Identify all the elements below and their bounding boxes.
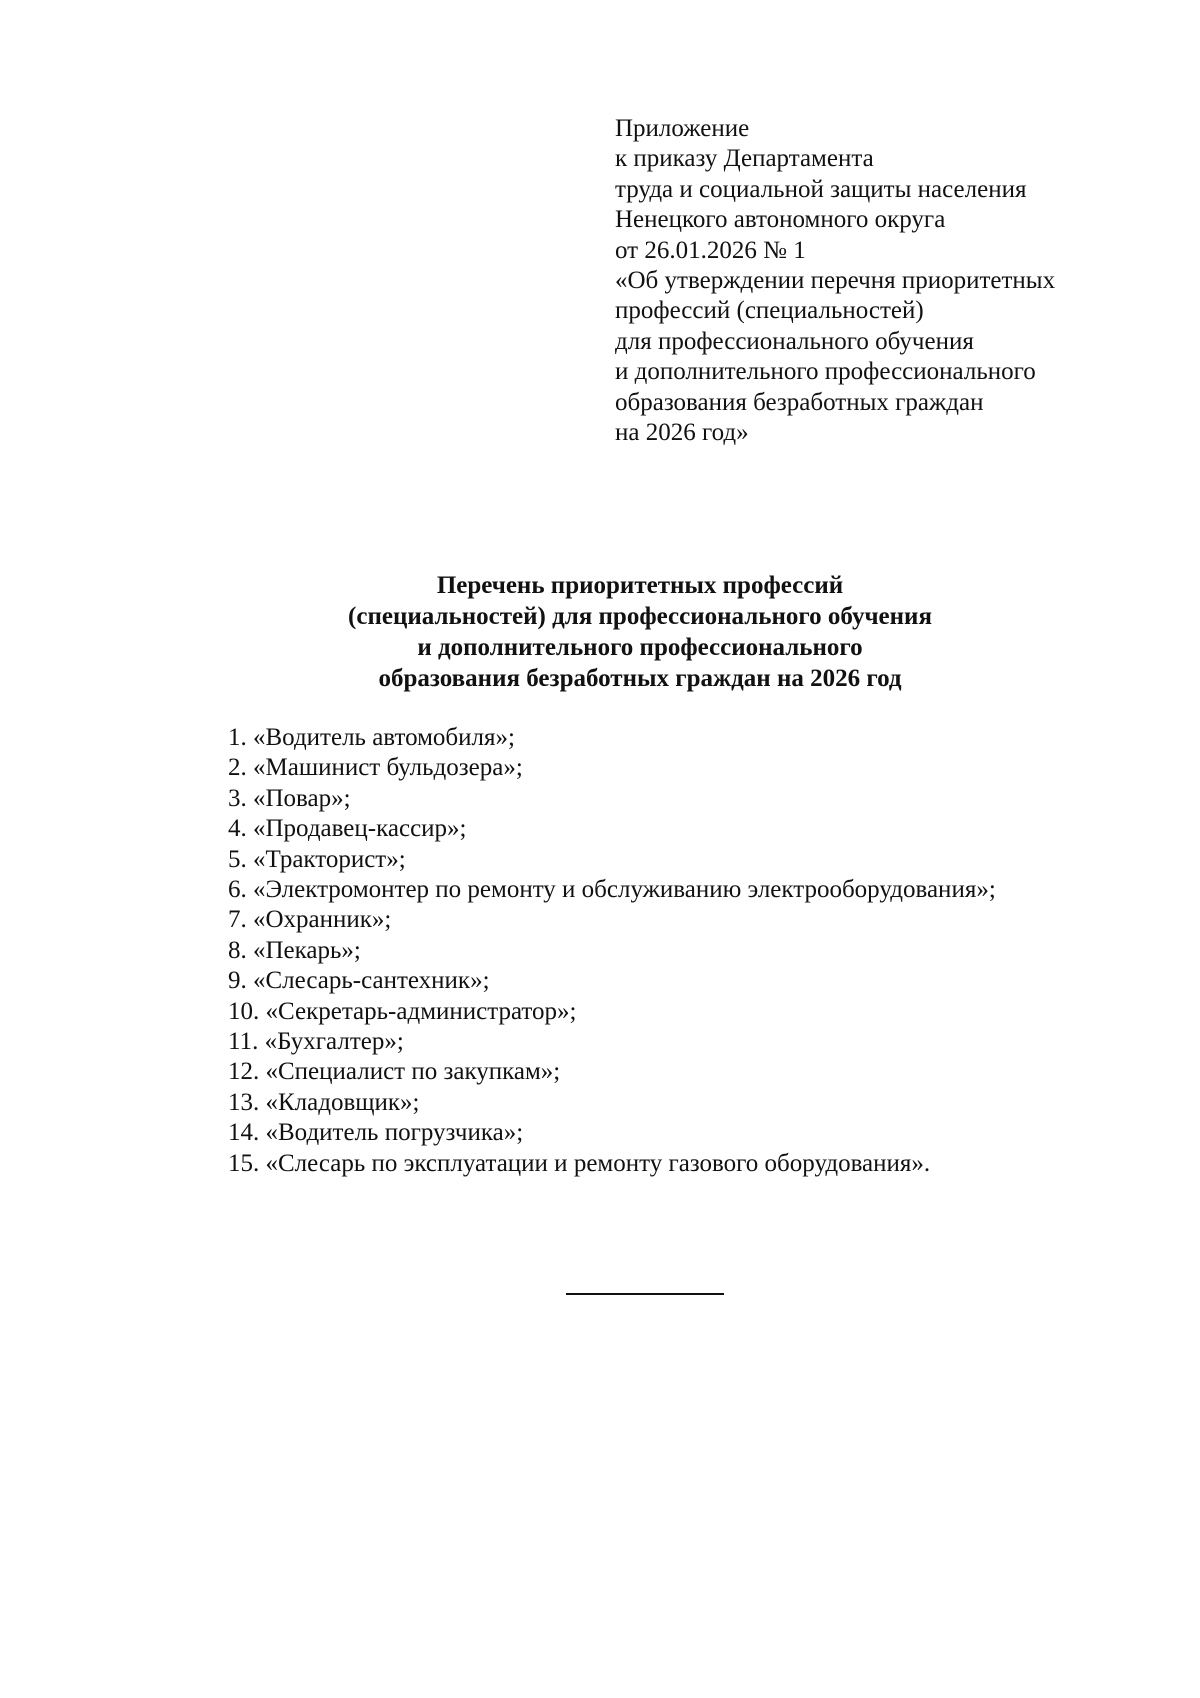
document-title bbox=[240, 570, 1040, 694]
appendix-line: профессий (специальностей) bbox=[615, 297, 924, 325]
end-separator-line bbox=[566, 1293, 724, 1295]
appendix-line: к приказу Департамента bbox=[615, 145, 874, 173]
list-item: 2. «Машинист бульдозера»; bbox=[228, 754, 523, 782]
list-item: 12. «Специалист по закупкам»; bbox=[228, 1058, 561, 1086]
title-line: (специальностей) для профессионального обучения bbox=[348, 603, 932, 630]
appendix-line: Приложение bbox=[615, 115, 750, 142]
list-item: 5. «Тракторист»; bbox=[228, 845, 406, 873]
appendix-line: Ненецкого автономного округа bbox=[615, 206, 946, 234]
appendix-header bbox=[615, 114, 1155, 448]
list-item: 14. «Водитель погрузчика»; bbox=[228, 1119, 524, 1147]
appendix-line: для профессионального обучения bbox=[615, 327, 974, 355]
appendix-line: от 26.01.2026 № 1 bbox=[615, 236, 806, 264]
list-item: 10. «Секретарь-администратор»; bbox=[228, 997, 577, 1025]
list-item: 15. «Слесарь по эксплуатации и ремонту газового оборудования». bbox=[228, 1149, 931, 1177]
list-item: 8. «Пекарь»; bbox=[228, 936, 361, 964]
list-item: 7. «Охранник»; bbox=[228, 906, 392, 934]
appendix-line: на 2026 год» bbox=[615, 419, 749, 447]
title-line: образования безработных граждан на 2026 год bbox=[378, 665, 902, 692]
appendix-line: «Об утверждении перечня приоритетных bbox=[615, 267, 1056, 295]
professions-list bbox=[228, 723, 1158, 1179]
list-item: 1. «Водитель автомобиля»; bbox=[228, 724, 515, 751]
appendix-line: и дополнительного профессионального bbox=[615, 358, 1036, 386]
title-line: и дополнительного профессионального bbox=[417, 634, 863, 661]
appendix-line: труда и социальной защиты населения bbox=[615, 175, 1027, 203]
list-item: 3. «Повар»; bbox=[228, 784, 351, 812]
list-item: 11. «Бухгалтер»; bbox=[228, 1028, 404, 1056]
list-item: 9. «Слесарь-сантехник»; bbox=[228, 967, 490, 995]
list-item: 6. «Электромонтер по ремонту и обслуживанию электрооборудования»; bbox=[228, 876, 996, 904]
list-item: 4. «Продавец-кассир»; bbox=[228, 815, 467, 843]
title-line: Перечень приоритетных профессий bbox=[436, 572, 844, 599]
list-item: 13. «Кладовщик»; bbox=[228, 1088, 420, 1116]
appendix-line: образования безработных граждан bbox=[615, 388, 984, 416]
